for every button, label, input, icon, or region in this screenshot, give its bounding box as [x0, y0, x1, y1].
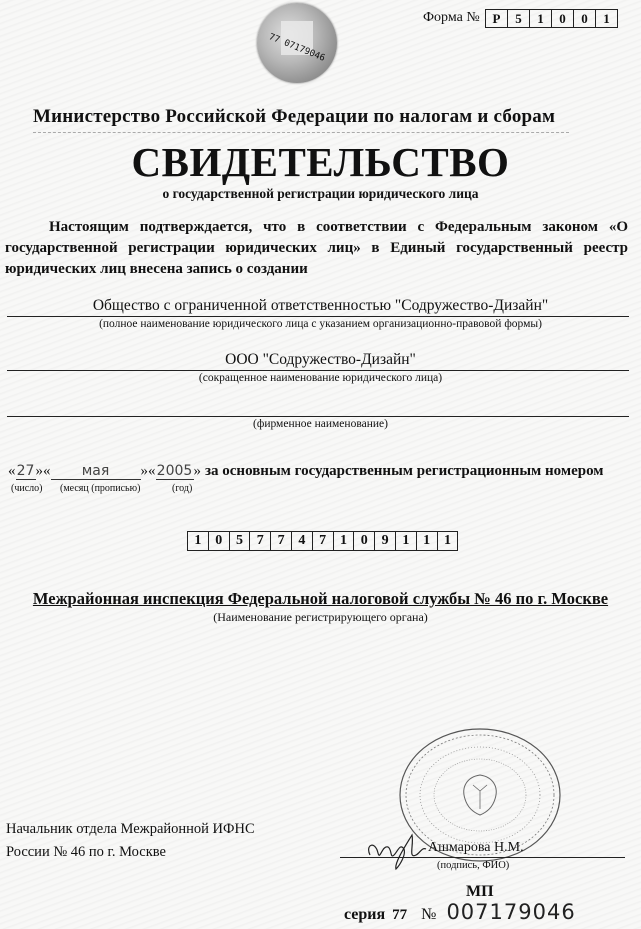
series-value: 77 [392, 907, 408, 923]
registration-number-text: за основным государственным регистрационным номером [205, 463, 604, 479]
day-caption: (число) [11, 483, 43, 494]
full-name-value: Общество с ограниченной ответственностью "Содружество-Дизайн" [92, 297, 549, 314]
form-code-cell: 5 [508, 10, 530, 27]
ogrn-digit: 9 [375, 532, 396, 550]
ogrn-digit: 7 [250, 532, 271, 550]
series-number-row [344, 900, 576, 924]
form-code-cell: 0 [574, 10, 596, 27]
serial-number: 007179046 [446, 900, 576, 924]
quote-close: » [140, 463, 148, 479]
ogrn-digit: 0 [354, 532, 375, 550]
brand-name-line [7, 416, 629, 417]
date-day: 27 [16, 463, 35, 479]
official-position [6, 818, 255, 864]
quote-close: » [35, 463, 43, 479]
ministry-heading: Министерство Российской Федерации по налогам и сборам [33, 106, 556, 127]
ogrn-digit: 5 [230, 532, 251, 550]
quote-open: « [148, 463, 156, 479]
form-code-cell: 0 [552, 10, 574, 27]
hologram-sticker [257, 3, 337, 83]
ogrn-digit: 1 [417, 532, 438, 550]
brand-name-caption: (фирменное наименование) [253, 418, 388, 430]
short-name-value: ООО "Содружество-Дизайн" [225, 351, 416, 368]
date-month: мая [51, 463, 141, 480]
ogrn-digit: 0 [209, 532, 230, 550]
signer-name: Ашмарова Н.М. [428, 840, 524, 855]
number-sign: № [421, 906, 437, 923]
quote-open: « [43, 463, 51, 479]
form-code-cell: Р [486, 10, 508, 27]
ogrn-digit: 1 [443, 533, 451, 548]
quote-close: » [193, 463, 201, 479]
official-position-line2: России № 46 по г. Москве [6, 844, 166, 860]
year-caption: (год) [172, 483, 193, 494]
full-name-line [7, 316, 629, 317]
registering-authority-caption: (Наименование регистрирующего органа) [213, 610, 428, 624]
official-position-line1: Начальник отдела Межрайонной ИФНС [6, 821, 255, 837]
document-subtitle: о государственной регистрации юридического лица [162, 186, 479, 201]
ogrn-digit: 1 [334, 532, 355, 550]
registration-date-row [8, 463, 604, 480]
quote-open: « [8, 463, 16, 479]
signature-caption: (подпись, ФИО) [437, 860, 510, 871]
ogrn-digit: 1 [188, 532, 209, 550]
form-code-boxes [485, 9, 618, 28]
full-name-caption: (полное наименование юридического лица с указанием организационно-правовой формы) [99, 318, 542, 330]
form-code-cell: 1 [603, 11, 610, 26]
ogrn-boxes [187, 531, 458, 551]
ministry-divider [33, 132, 569, 133]
short-name-caption: (сокращенное наименование юридического лица) [198, 372, 443, 384]
series-label: серия [344, 906, 386, 923]
ogrn-digit: 7 [313, 532, 334, 550]
ogrn-digit: 7 [271, 532, 292, 550]
hologram-number: 77 07179046 [267, 32, 327, 64]
stamp-place-mark: МП [466, 883, 494, 900]
registering-authority: Межрайонная инспекция Федеральной налоговой службы № 46 по г. Москве [32, 589, 609, 608]
confirmation-paragraph: Настоящим подтверждается, что в соответствии с Федеральным законом «О государственной регистрации юридических лиц» в Единый государственный реестр юридических лиц внесена запись о создании [5, 219, 628, 277]
short-name-line [7, 370, 629, 371]
form-code-cell: 1 [530, 10, 552, 27]
document-title: СВИДЕТЕЛЬСТВО [131, 139, 510, 185]
date-year: 2005 [156, 463, 193, 479]
form-number-label: Форма № [423, 10, 480, 25]
month-caption: (месяц (прописью) [60, 483, 141, 494]
ogrn-digit: 1 [396, 532, 417, 550]
ogrn-digit: 4 [292, 532, 313, 550]
signature-line [340, 857, 625, 858]
